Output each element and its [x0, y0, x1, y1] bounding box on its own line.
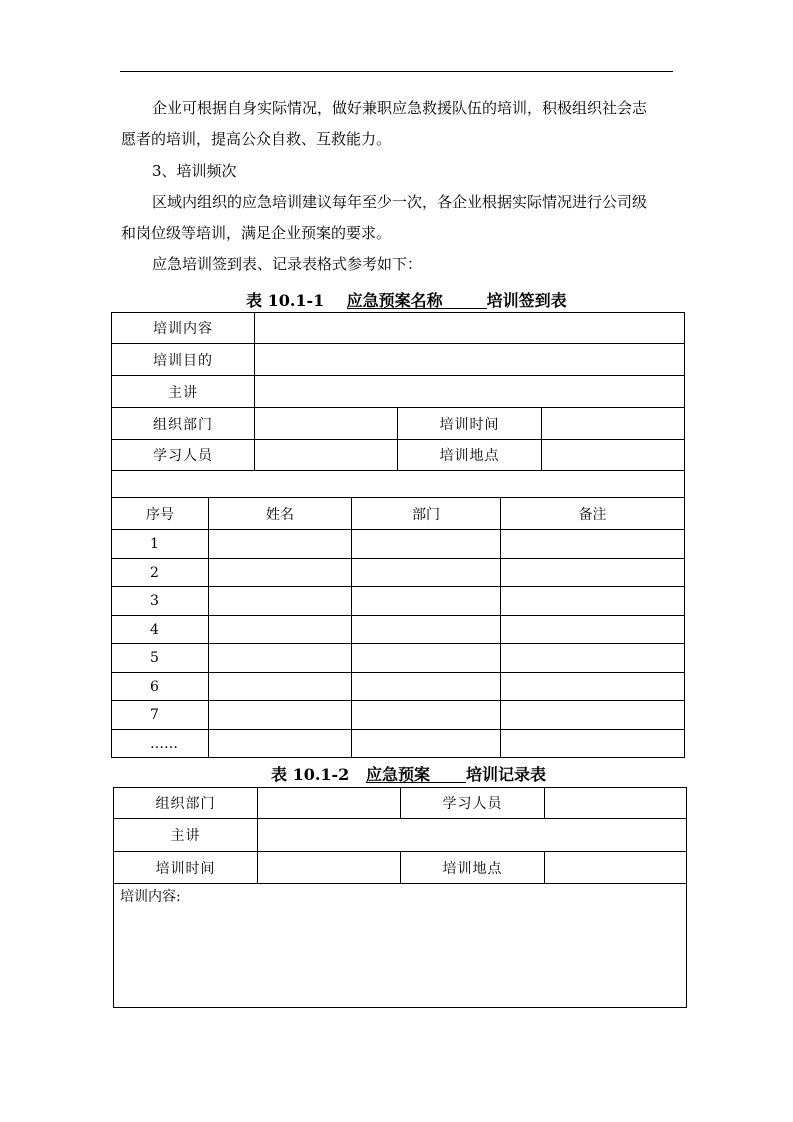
table1-content-field[interactable] [255, 313, 685, 344]
name-cell[interactable] [209, 644, 352, 673]
remarks-cell[interactable] [501, 616, 685, 644]
table1-info [111, 312, 685, 498]
remarks-cell[interactable] [501, 644, 685, 673]
table-row [112, 530, 685, 559]
table1-label-purpose: 培训目的 [112, 344, 255, 376]
remarks-cell[interactable] [501, 559, 685, 587]
table-row [112, 701, 685, 730]
table2-content-area[interactable] [114, 884, 687, 1008]
header-department: 部门 [352, 498, 501, 530]
table1-attendees-field[interactable] [255, 440, 398, 471]
table1-caption-number: 表 10.1-1 [246, 291, 325, 310]
table2-label-content: 培训内容: [120, 889, 181, 905]
remarks-cell[interactable] [501, 587, 685, 616]
department-cell[interactable] [352, 730, 501, 758]
table2-location-field[interactable] [545, 852, 687, 884]
table-row [112, 730, 685, 758]
table1-spacer-row [112, 471, 685, 498]
table1-caption [246, 291, 567, 311]
department-cell[interactable] [352, 616, 501, 644]
table1-speaker-field[interactable] [255, 376, 685, 408]
table1-caption-suffix: 培训签到表 [486, 291, 567, 310]
header-serial: 序号 [112, 498, 209, 530]
remarks-cell[interactable] [501, 530, 685, 559]
table1-label-attendees: 学习人员 [112, 440, 255, 471]
name-cell[interactable] [209, 701, 352, 730]
header-rule [120, 71, 673, 72]
row-number: 4 [112, 616, 209, 644]
row-number: 2 [112, 559, 209, 587]
name-cell[interactable] [209, 587, 352, 616]
table1-label-dept: 组织部门 [112, 408, 255, 440]
table1-time-field[interactable] [542, 408, 685, 440]
department-cell[interactable] [352, 530, 501, 559]
table2-caption-name-blank [366, 765, 466, 783]
table1-label-time: 培训时间 [398, 408, 542, 440]
table1-label-speaker: 主讲 [112, 376, 255, 408]
table2-dept-field[interactable] [258, 788, 401, 819]
paragraph-line: 和岗位级等培训，满足企业预案的要求。 [121, 224, 392, 242]
department-cell[interactable] [352, 701, 501, 730]
table2-caption [271, 765, 546, 785]
table2-label-dept: 组织部门 [114, 788, 258, 819]
table2-caption-number: 表 10.1-2 [271, 765, 350, 784]
header-remarks: 备注 [501, 498, 685, 530]
table2-time-field[interactable] [258, 852, 401, 884]
table2-caption-suffix: 培训记录表 [466, 765, 547, 784]
remarks-cell[interactable] [501, 701, 685, 730]
table-row [112, 587, 685, 616]
table1-caption-name: 应急预案名称 [346, 291, 443, 310]
paragraph-line: 应急培训签到表、记录表格式参考如下： [152, 255, 423, 273]
row-number: 6 [112, 673, 209, 701]
department-cell[interactable] [352, 673, 501, 701]
paragraph-line: 愿者的培训，提高公众自救、互救能力。 [121, 130, 392, 148]
table2-attendees-field[interactable] [545, 788, 687, 819]
table2-label-speaker: 主讲 [114, 819, 258, 852]
table1-label-content: 培训内容 [112, 313, 255, 344]
name-cell[interactable] [209, 616, 352, 644]
table1-label-location: 培训地点 [398, 440, 542, 471]
row-number: 1 [112, 530, 209, 559]
name-cell[interactable] [209, 530, 352, 559]
row-number: 5 [112, 644, 209, 673]
table2-label-location: 培训地点 [401, 852, 545, 884]
name-cell[interactable] [209, 673, 352, 701]
name-cell[interactable] [209, 559, 352, 587]
header-name: 姓名 [209, 498, 352, 530]
paragraph-line: 企业可根据自身实际情况，做好兼职应急救援队伍的培训，积极组织社会志 [152, 99, 648, 117]
department-cell[interactable] [352, 644, 501, 673]
table1-purpose-field[interactable] [255, 344, 685, 376]
row-number: …… [112, 730, 209, 758]
table-row [112, 673, 685, 701]
table1-location-field[interactable] [542, 440, 685, 471]
table1-dept-field[interactable] [255, 408, 398, 440]
table-row [112, 644, 685, 673]
department-cell[interactable] [352, 587, 501, 616]
row-number: 7 [112, 701, 209, 730]
table2-label-time: 培训时间 [114, 852, 258, 884]
table2-record [113, 787, 687, 1008]
section-heading: 3、培训频次 [152, 162, 237, 180]
table1-signin-list [111, 497, 685, 758]
remarks-cell[interactable] [501, 673, 685, 701]
paragraph-line: 区域内组织的应急培训建议每年至少一次，各企业根据实际情况进行公司级 [152, 193, 648, 211]
department-cell[interactable] [352, 559, 501, 587]
table1-caption-name-blank [347, 291, 487, 309]
row-number: 3 [112, 587, 209, 616]
table2-caption-name: 应急预案 [366, 765, 431, 784]
remarks-cell[interactable] [501, 730, 685, 758]
table2-label-attendees: 学习人员 [401, 788, 545, 819]
name-cell[interactable] [209, 730, 352, 758]
table2-speaker-field[interactable] [258, 819, 687, 852]
table-row [112, 559, 685, 587]
table-row [112, 616, 685, 644]
